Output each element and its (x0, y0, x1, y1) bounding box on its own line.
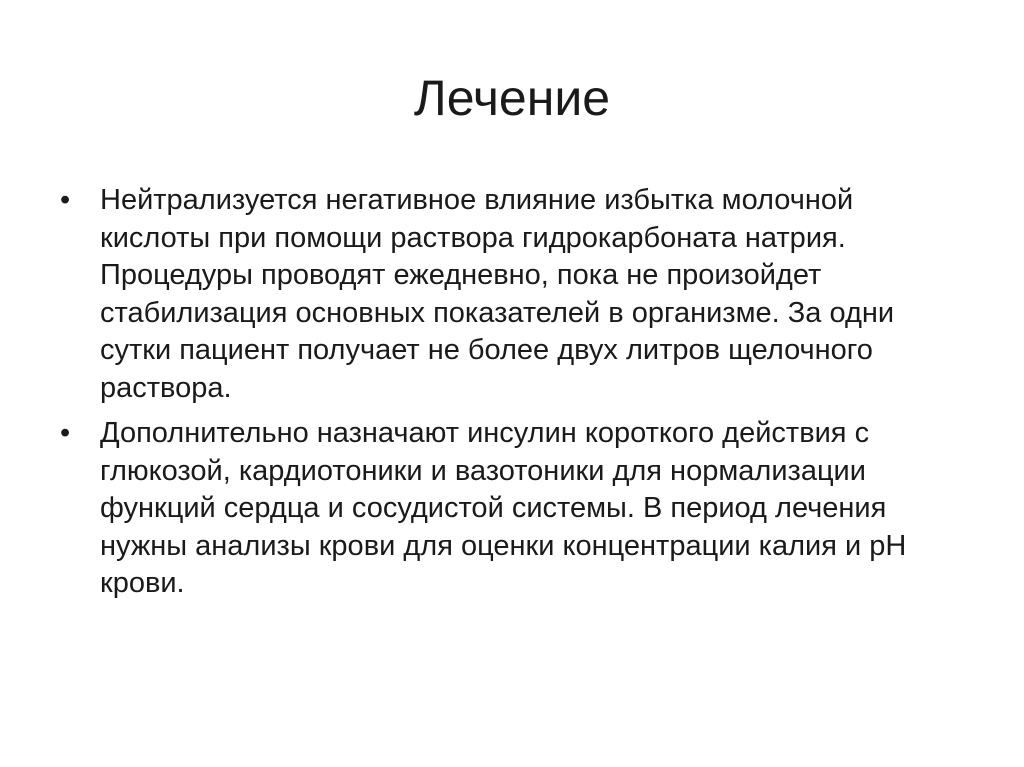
bullet-item-2 (60, 415, 960, 603)
slide-title: Лечение (413, 70, 611, 126)
bullet-dot-icon: • (60, 417, 71, 449)
bullet-text-1: Нейтрализуется негативное влияние избытка молочной кислоты при помощи раствора гидрокарбоната натрия. Процедуры проводят ежедневно, пока не произойдет стабилизация основных показателей в организме. За одни сутки пациент получает не более двух литров щелочного раствора. (100, 184, 895, 404)
bullet-item-1 (60, 182, 960, 407)
bullet-text-2: Дополнительно назначают инсулин короткого действия с глюкозой, кардиотоники и вазотоники для нормализации функций сердца и сосудистой системы. В период лечения нужны анализы крови для оценки концентрации калия и pH крови. (100, 417, 907, 599)
bullet-dot-icon: • (60, 184, 71, 216)
bullet-list (60, 182, 960, 611)
